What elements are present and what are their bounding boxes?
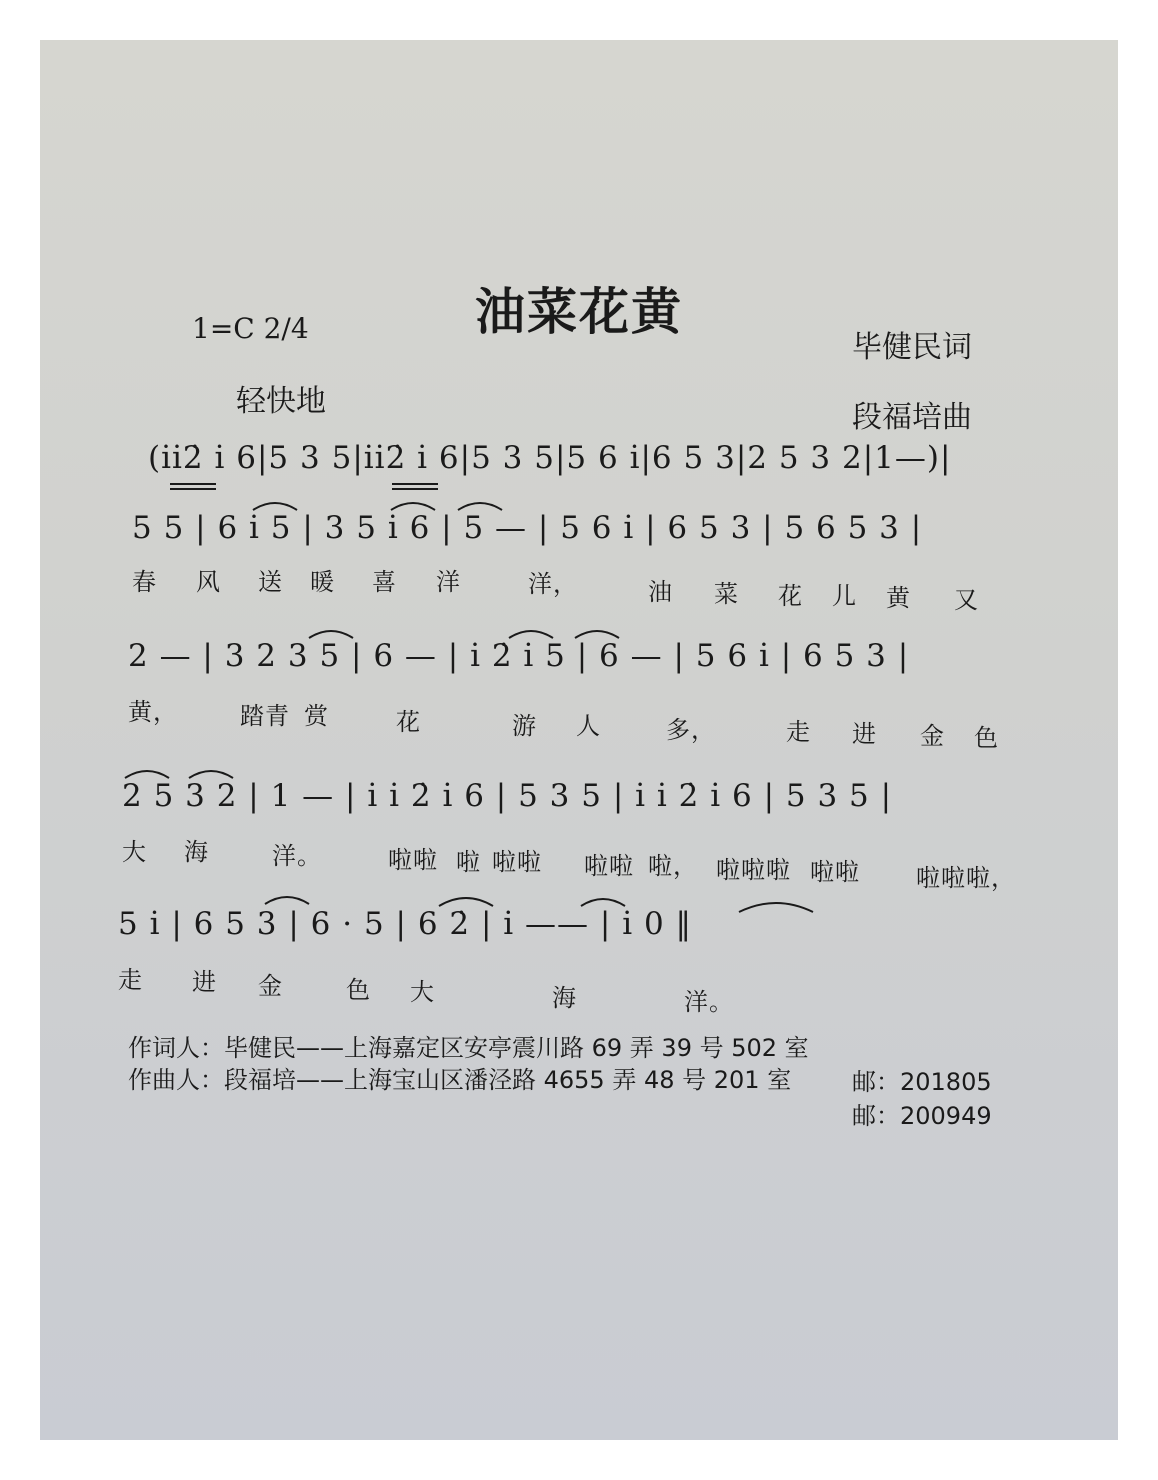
lyric-word: 黄， bbox=[128, 698, 178, 726]
lyric-word: 海 bbox=[552, 984, 577, 1012]
lyric-word: 喜 bbox=[372, 568, 397, 596]
lyric-word: 踏青 bbox=[240, 702, 290, 730]
lyric-word: 多， bbox=[666, 716, 716, 744]
lyric-word: 洋。 bbox=[272, 842, 322, 870]
underline-beam bbox=[392, 488, 438, 490]
score-row-4 bbox=[40, 906, 1118, 966]
lyric-word: 金 bbox=[258, 972, 283, 1000]
lyric-word: 色 bbox=[346, 976, 371, 1004]
lyric-word: 游 bbox=[512, 712, 537, 740]
slur-mark bbox=[736, 894, 816, 914]
lyric-word: 进 bbox=[852, 720, 877, 748]
score-row-3 bbox=[40, 778, 1118, 838]
lyric-word: 菜 bbox=[714, 580, 739, 608]
lyric-word: 花 bbox=[778, 582, 803, 610]
notation-line: 5 5 | 6 i̇ 5 | 3 5 i̇ 6 | 5 — | 5 6 i̇ | 6 5 3 | 5 6 5 3 | bbox=[132, 510, 923, 546]
lyric-word: 啦， bbox=[648, 852, 698, 880]
lyric-word: 洋 bbox=[436, 568, 461, 596]
lyric-word: 啦 bbox=[456, 848, 481, 876]
slur-mark bbox=[455, 496, 505, 512]
lyric-word: 啦啦 bbox=[492, 848, 542, 876]
notation-line: 2 — | 3 2 3 5 | 6 — | i̇ 2̇ i̇ 5 | 6 — | 5 6 i̇ | 6 5 3 | bbox=[128, 638, 910, 674]
lyric-word: 黄 bbox=[886, 584, 911, 612]
slur-mark bbox=[122, 764, 172, 780]
lyric-word: 送 bbox=[258, 568, 283, 596]
score-row-1 bbox=[40, 510, 1118, 570]
underline-beam bbox=[170, 488, 216, 490]
lyric-word: 暖 bbox=[310, 568, 335, 596]
lyric-word: 油 bbox=[648, 578, 673, 606]
lyric-word: 洋， bbox=[528, 570, 578, 598]
score-row-intro bbox=[40, 440, 1118, 500]
lyric-word: 儿 bbox=[832, 582, 857, 610]
lyric-word: 啦啦 bbox=[388, 846, 438, 874]
slur-mark bbox=[578, 892, 628, 908]
key-time-signature: 1=C 2/4 bbox=[192, 312, 309, 345]
score-row-2 bbox=[40, 638, 1118, 698]
lyric-word: 走 bbox=[118, 966, 143, 994]
composer-postcode: 邮：200949 bbox=[852, 1102, 992, 1130]
slur-mark bbox=[186, 764, 236, 780]
notation-line: (i̇i̇2̇ i̇ 6|5 3 5|i̇i̇2̇ i̇ 6|5 3 5|5 6 i̇|6 5 3|2 5 3 2|1—)| bbox=[148, 440, 952, 476]
slur-mark bbox=[572, 624, 622, 640]
lyricist-postcode: 邮：201805 bbox=[852, 1068, 992, 1096]
lyric-word: 色 bbox=[974, 724, 999, 752]
lyric-word: 啦啦啦， bbox=[916, 864, 1016, 892]
slur-mark bbox=[506, 624, 556, 640]
lyric-word: 金 bbox=[920, 722, 945, 750]
lyric-word: 啦啦啦 bbox=[716, 856, 791, 884]
lyric-word: 海 bbox=[184, 838, 209, 866]
notation-line: 5 i̇ | 6 5 3 | 6 · 5 | 6 2̇ | i̇ —— | i̇ 0 ‖ bbox=[118, 906, 693, 942]
slur-mark bbox=[306, 624, 356, 640]
lyric-word: 风 bbox=[196, 568, 221, 596]
lyric-word: 人 bbox=[576, 712, 601, 740]
slur-mark bbox=[250, 496, 300, 512]
lyric-word: 啦啦 bbox=[584, 852, 634, 880]
underline-beam bbox=[170, 483, 216, 485]
composer-address: 作曲人：段福培——上海宝山区潘泾路 4655 弄 48 号 201 室 bbox=[128, 1066, 792, 1094]
lyricist-address: 作词人：毕健民——上海嘉定区安亭震川路 69 弄 39 号 502 室 bbox=[128, 1034, 809, 1062]
lyric-word: 又 bbox=[954, 586, 979, 614]
composer-credit: 段福培曲 bbox=[852, 400, 972, 435]
slur-mark bbox=[262, 890, 312, 906]
score-sheet bbox=[40, 40, 1118, 1440]
lyric-word: 大 bbox=[122, 838, 147, 866]
lyric-word: 走 bbox=[786, 718, 811, 746]
lyric-word: 赏 bbox=[304, 702, 329, 730]
underline-beam bbox=[392, 483, 438, 485]
lyricist-credit: 毕健民词 bbox=[852, 330, 972, 365]
slur-mark bbox=[388, 496, 438, 512]
tempo-marking: 轻快地 bbox=[236, 384, 326, 419]
lyric-word: 花 bbox=[396, 708, 421, 736]
slur-mark bbox=[436, 890, 496, 908]
lyric-word: 啦啦 bbox=[810, 858, 860, 886]
lyric-word: 大 bbox=[410, 978, 435, 1006]
song-title: 油菜花黄 bbox=[475, 283, 683, 341]
lyric-word: 春 bbox=[132, 568, 157, 596]
notation-line: 2 5 3 2 | 1 — | i̇ i̇ 2̇ i̇ 6 | 5 3 5 | i̇ i̇ 2̇ i̇ 6 | 5 3 5 | bbox=[122, 778, 893, 814]
lyric-word: 洋。 bbox=[684, 988, 734, 1016]
lyric-word: 进 bbox=[192, 968, 217, 996]
